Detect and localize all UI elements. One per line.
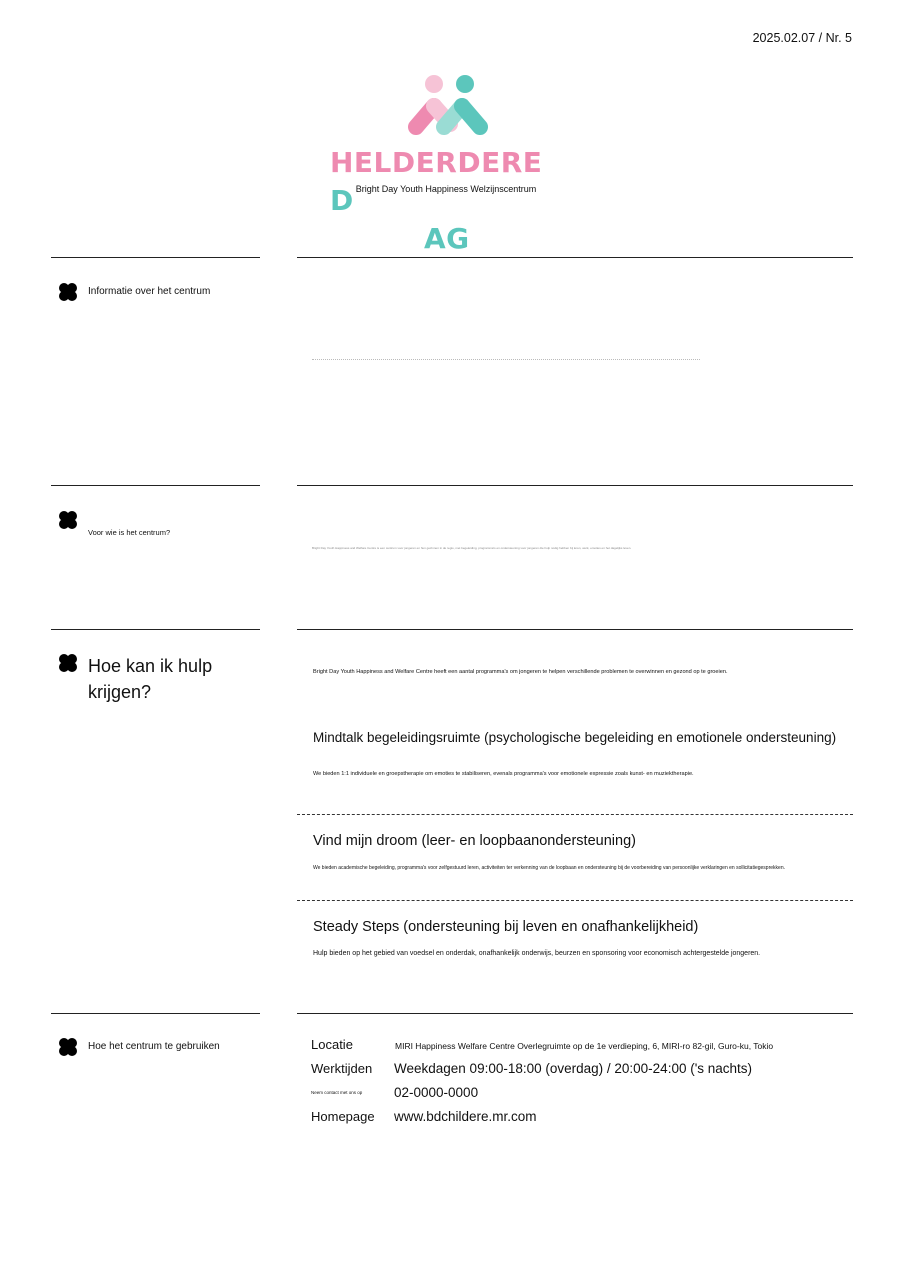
program-divider <box>297 814 853 815</box>
section-divider <box>51 257 260 258</box>
info-label: Neem contact met ons op <box>311 1090 363 1095</box>
section-about-heading <box>58 282 210 302</box>
info-label: Homepage <box>311 1109 375 1124</box>
section-divider <box>297 1013 853 1014</box>
section-audience-label: Voor wie is het centrum? <box>88 528 171 537</box>
faint-text-line <box>312 359 700 360</box>
section-usage-heading <box>58 1037 220 1057</box>
info-value: MIRI Happiness Welfare Centre Overlegruimte op de 1e verdieping, 6, MIRI-ro 82-gil, Guro-ku, Tokio <box>395 1041 774 1051</box>
section-audience-heading <box>58 510 78 530</box>
program-description: We bieden academische begeleiding, programma's voor zelfgestuurd leren, activiteiten ter verkenning van de loopbaan en ondersteuning bij de voorbereiding van persoonlijke verklaringen en sollicitatiegesprekken. <box>313 865 785 871</box>
info-row-contact <box>311 1085 478 1100</box>
info-value: Weekdagen 09:00-18:00 (overdag) / 20:00-24:00 ('s nachts) <box>394 1061 753 1076</box>
program-title: Vind mijn droom (leer- en loopbaanondersteuning) <box>313 833 636 849</box>
issue-date-number: 2025.02.07 / Nr. 5 <box>752 31 852 45</box>
logo-title-teal-1: D <box>330 184 354 217</box>
logo-title-teal-2: AG <box>424 222 470 255</box>
section-usage-label: Hoe het centrum te gebruiken <box>88 1041 220 1052</box>
section-divider <box>297 257 853 258</box>
section-divider <box>297 629 853 630</box>
section-divider <box>297 485 853 486</box>
info-row-location <box>311 1037 773 1052</box>
flower-bullet-icon <box>58 510 78 530</box>
logo-title-pink: HELDERDERE <box>330 146 543 179</box>
section-help-label: Hoe kan ik hulp krijgen? <box>88 656 213 702</box>
program-title: Mindtalk begeleidingsruimte (psychologische begeleiding en emotionele ondersteuning) <box>313 730 837 745</box>
section-about-label: Informatie over het centrum <box>88 286 211 297</box>
flower-bullet-icon <box>58 653 78 673</box>
program-description: We bieden 1:1 individuele en groepstherapie om emoties te stabiliseren, evenals programma's voor emotionele expressie zoals kunst- en muziektherapie. <box>313 771 694 777</box>
help-intro: Bright Day Youth Happiness and Welfare Centre heeft een aantal programma's om jongeren te helpen verschillende problemen te overwinnen en gezond op te groeien. <box>313 669 728 675</box>
flower-bullet-icon <box>58 282 78 302</box>
info-value: 02-0000-0000 <box>394 1085 479 1100</box>
program-description: Hulp bieden op het gebied van voedsel en onderdak, onafhankelijk onderwijs, beurzen en sponsoring voor economisch achtergestelde jongeren. <box>313 950 761 957</box>
info-row-homepage <box>311 1109 537 1124</box>
section-divider <box>51 485 260 486</box>
audience-fine-print: Bright Day Youth Happiness and Welfare Centre is een centrum voor jongeren en hun gezinnen in de regio, met begeleiding, programma's en ondersteuning voor jongeren die hulp nodig hebben bij leren, werk, emoties en het dagelijks leven. <box>312 546 632 550</box>
logo-title <box>330 144 566 258</box>
program-title: Steady Steps (ondersteuning bij leven en onafhankelijkheid) <box>313 919 699 935</box>
logo-subtitle: Bright Day Youth Happiness Welzijnscentrum <box>355 184 537 194</box>
two-people-logo-icon <box>404 72 488 138</box>
info-label: Werktijden <box>311 1061 373 1076</box>
homepage-link[interactable]: www.bdchildere.mr.com <box>394 1109 537 1124</box>
section-help-heading <box>58 653 238 705</box>
section-divider <box>51 1013 260 1014</box>
section-divider <box>51 629 260 630</box>
center-logo <box>330 70 570 255</box>
flower-bullet-icon <box>58 1037 78 1057</box>
program-divider <box>297 900 853 901</box>
info-row-hours <box>311 1061 752 1076</box>
info-label: Locatie <box>311 1037 353 1052</box>
